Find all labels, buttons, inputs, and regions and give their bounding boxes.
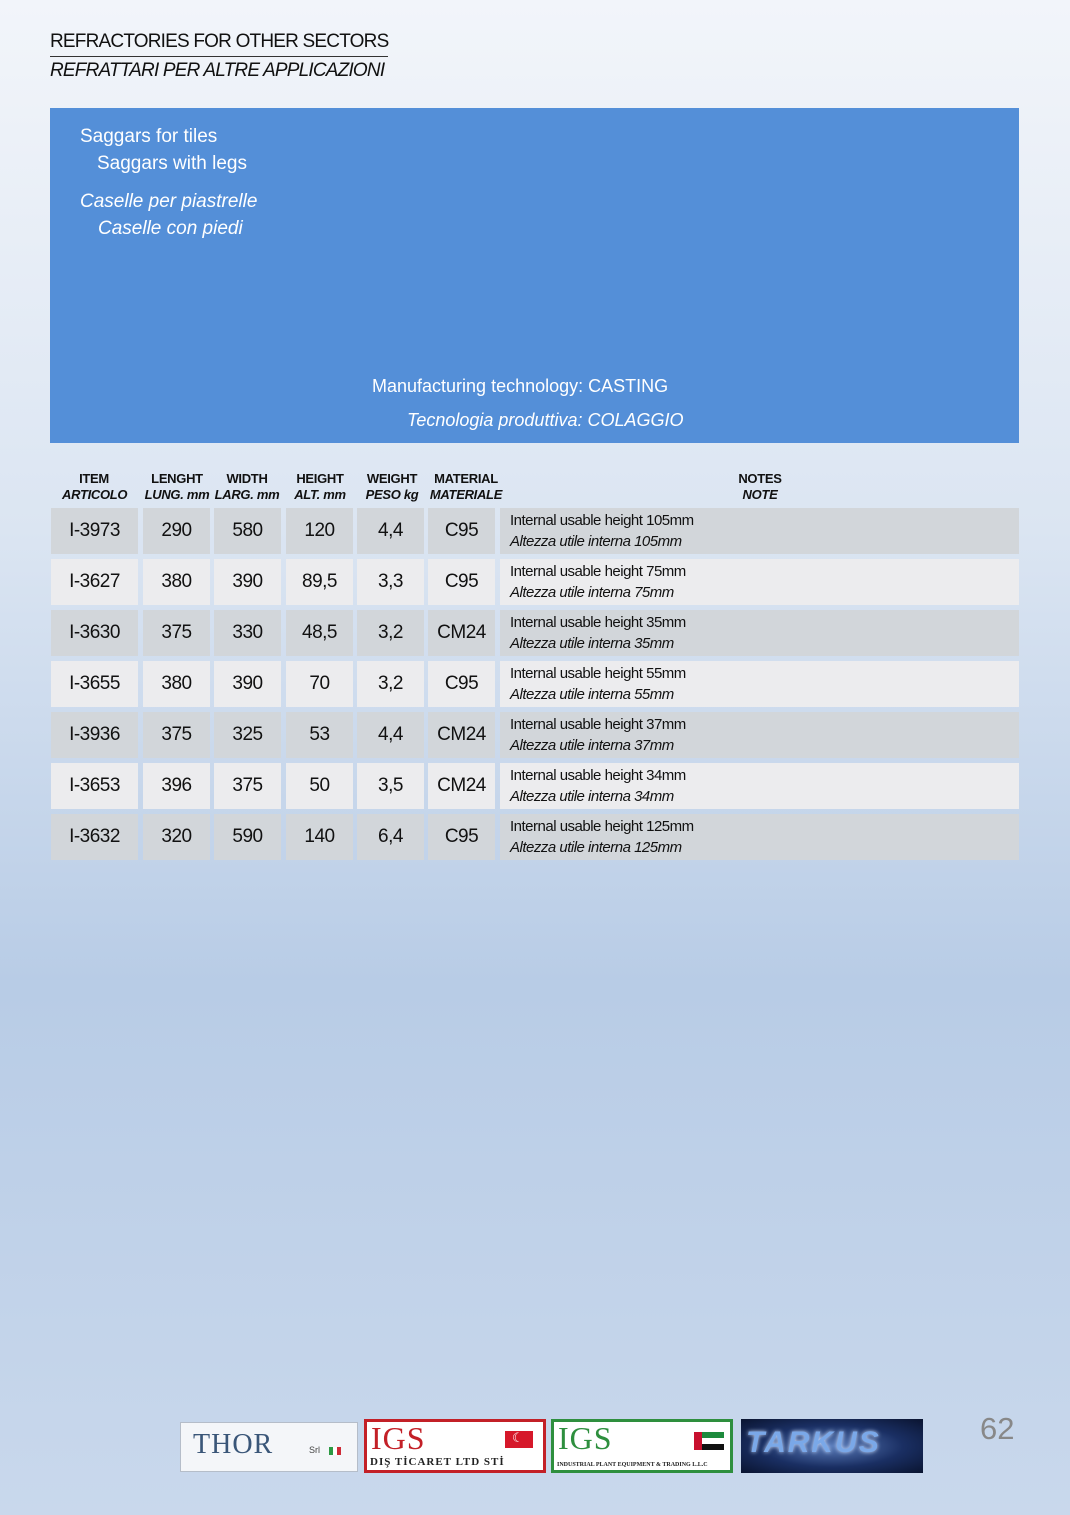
page-number: 62 [980, 1411, 1015, 1446]
cell-material: CM24 [428, 610, 495, 656]
cell-width: 390 [214, 559, 281, 605]
cell-height: 140 [286, 814, 353, 860]
cell-item: I-3655 [51, 661, 138, 707]
note-it: Altezza utile interna 55mm [510, 686, 674, 703]
igs-turkey-logo: IGS ☾ DIŞ TİCARET LTD STİ [364, 1419, 546, 1473]
section-title-en: REFRACTORIES FOR OTHER SECTORS [50, 31, 388, 57]
cell-material: C95 [428, 661, 495, 707]
note-en: Internal usable height 34mm [510, 767, 686, 784]
cell-notes [500, 508, 1019, 554]
cell-material: C95 [428, 559, 495, 605]
cell-length: 375 [143, 712, 210, 758]
note-it: Altezza utile interna 37mm [510, 737, 674, 754]
cell-notes [500, 610, 1019, 656]
table-row [51, 712, 1019, 758]
cell-length: 396 [143, 763, 210, 809]
thor-logo: THOR Srl [180, 1422, 358, 1472]
italy-flag-icon [329, 1447, 341, 1455]
product-name-it: Caselle per piastrelle [80, 191, 258, 212]
table-row [51, 814, 1019, 860]
cell-weight: 4,4 [357, 712, 424, 758]
cell-weight: 3,5 [357, 763, 424, 809]
table-row [51, 763, 1019, 809]
cell-length: 320 [143, 814, 210, 860]
note-en: Internal usable height 37mm [510, 716, 686, 733]
cell-weight: 6,4 [357, 814, 424, 860]
table-row [51, 661, 1019, 707]
note-it: Altezza utile interna 105mm [510, 533, 682, 550]
cell-width: 325 [214, 712, 281, 758]
column-header-item: ITEM ARTICOLO [62, 471, 128, 502]
cell-width: 580 [214, 508, 281, 554]
cell-weight: 4,4 [357, 508, 424, 554]
tarkus-logo: TARKUS [741, 1419, 923, 1473]
cell-width: 375 [214, 763, 281, 809]
note-en: Internal usable height 75mm [510, 563, 686, 580]
column-header-material: MATERIAL MATERIALE [429, 471, 503, 502]
section-title-it: REFRATTARI PER ALTRE APPLICAZIONI [50, 60, 385, 81]
cell-notes [500, 712, 1019, 758]
cell-height: 89,5 [286, 559, 353, 605]
column-header-height: HEIGHT ALT. mm [294, 471, 346, 502]
cell-weight: 3,2 [357, 610, 424, 656]
table-row [51, 508, 1019, 554]
cell-length: 290 [143, 508, 210, 554]
product-table [51, 508, 1019, 865]
table-row [51, 559, 1019, 605]
cell-width: 390 [214, 661, 281, 707]
cell-material: CM24 [428, 712, 495, 758]
cell-item: I-3973 [51, 508, 138, 554]
manufacturing-technology-en: Manufacturing technology: CASTING [372, 376, 669, 396]
cell-material: C95 [428, 508, 495, 554]
table-header [0, 471, 1070, 507]
product-banner [50, 108, 1019, 443]
note-it: Altezza utile interna 34mm [510, 788, 674, 805]
note-en: Internal usable height 105mm [510, 512, 694, 529]
manufacturing-technology-it: Tecnologia produttiva: COLAGGIO [407, 410, 684, 430]
cell-height: 53 [286, 712, 353, 758]
cell-weight: 3,2 [357, 661, 424, 707]
cell-height: 50 [286, 763, 353, 809]
igs-uae-logo: IGS INDUSTRIAL PLANT EQUIPMENT & TRADING L.L.C [551, 1419, 733, 1473]
note-en: Internal usable height 55mm [510, 665, 686, 682]
column-header-notes: NOTES NOTE [738, 471, 782, 502]
cell-item: I-3936 [51, 712, 138, 758]
cell-item: I-3627 [51, 559, 138, 605]
product-variant-en: Saggars with legs [97, 153, 247, 174]
cell-height: 48,5 [286, 610, 353, 656]
product-variant-it: Caselle con piedi [98, 218, 243, 239]
cell-width: 590 [214, 814, 281, 860]
cell-weight: 3,3 [357, 559, 424, 605]
cell-material: C95 [428, 814, 495, 860]
cell-notes [500, 559, 1019, 605]
turkey-flag-icon [505, 1431, 533, 1448]
page-header [50, 31, 388, 82]
cell-item: I-3632 [51, 814, 138, 860]
cell-height: 120 [286, 508, 353, 554]
column-header-weight: WEIGHT PESO kg [365, 471, 419, 502]
cell-height: 70 [286, 661, 353, 707]
cell-notes [500, 763, 1019, 809]
column-header-width: WIDTH LARG. mm [214, 471, 280, 502]
cell-notes [500, 814, 1019, 860]
note-en: Internal usable height 125mm [510, 818, 694, 835]
table-row [51, 610, 1019, 656]
cell-length: 380 [143, 559, 210, 605]
product-name-en: Saggars for tiles [80, 126, 218, 147]
cell-width: 330 [214, 610, 281, 656]
note-it: Altezza utile interna 125mm [510, 839, 682, 856]
cell-item: I-3653 [51, 763, 138, 809]
cell-notes [500, 661, 1019, 707]
note-it: Altezza utile interna 75mm [510, 584, 674, 601]
cell-material: CM24 [428, 763, 495, 809]
cell-item: I-3630 [51, 610, 138, 656]
cell-length: 380 [143, 661, 210, 707]
note-it: Altezza utile interna 35mm [510, 635, 674, 652]
column-header-length: LENGHT LUNG. mm [144, 471, 210, 502]
note-en: Internal usable height 35mm [510, 614, 686, 631]
uae-flag-icon [694, 1432, 724, 1450]
cell-length: 375 [143, 610, 210, 656]
